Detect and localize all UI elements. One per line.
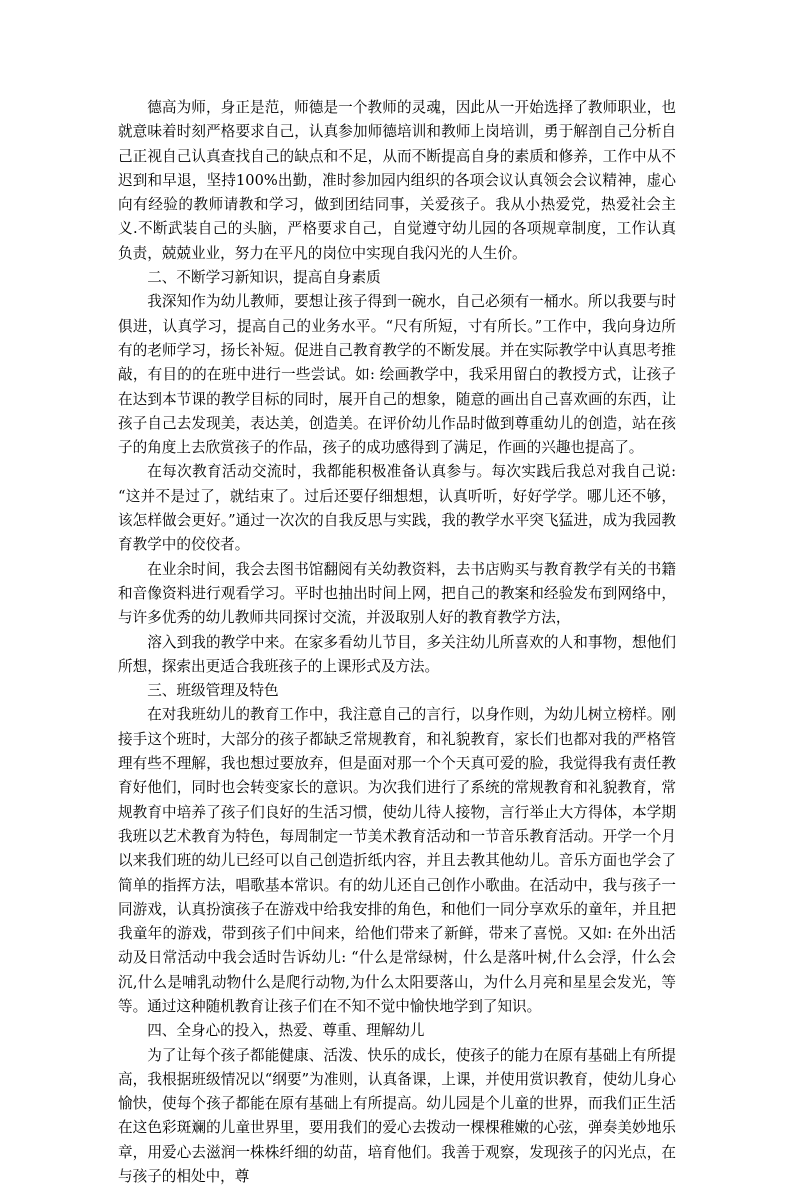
paragraph-learning: 我深知作为幼儿教师，要想让孩子得到一碗水，自己必须有一桶水。所以我要与时俱进，认真学习，提高自己的业务水平。“尺有所短，寸有所长。”工作中，我向身边所有的老师学习，扬长补短。促进自己教育教学的不断发展。并在实际教学中认真思考推敲，有目的的在班中进行一些尝试。如: 绘画教学中，我采用留白的教授方式，让孩子在达到本节课的教学目标的同时，展开自己的想象，随意的画出自己喜欢画的东西，让孩子自己去发现美，表达美，创造美。在评价幼儿作品时做到尊重幼儿的创造，站在孩子的角度上去欣赏孩子的作品，孩子的成功感得到了满足，作画的兴趣也提高了。 — [118, 293, 676, 457]
document-page — [118, 96, 676, 1189]
paragraph-spare-time: 在业余时间，我会去图书馆翻阅有关幼教资料，去书店购买与教育教学有关的书籍和音像资料进行观看学习。平时也抽出时间上网，把自己的教案和经验发布到网络中，与许多优秀的幼儿教师共同探讨交流，并汲取别人好的教育教学方法， — [118, 560, 676, 627]
paragraph-love-children: 为了让每个孩子都能健康、活泼、快乐的成长，使孩子的能力在原有基础上有所提高，我根据班级情况以“纲要”为准则，认真备课，上课，并使用赏识教育，使幼儿身心愉快，使每个孩子都能在原有基础上有所提高。幼儿园是个儿童的世界，而我们正生活在这色彩斑斓的儿童世界里，要用我们的爱心去拨动一棵棵稚嫩的心弦，弹奏美妙地乐章，用爱心去滋润一株株纤细的幼苗，培育他们。我善于观察，发现孩子的闪光点，在与孩子的相处中，尊 — [118, 1046, 676, 1186]
paragraph-reflection: 在每次教育活动交流时，我都能积极准备认真参与。每次实践后我总对我自己说: “这并不是过了，就结束了。过后还要仔细想想，认真听听，好好学学。哪儿还不够，该怎样做会更好。”通过一次次的自我反思与实践，我的教学水平突飞猛进，成为我园教育教学中的佼佼者。 — [118, 463, 676, 554]
section-heading-love-children: 四、全身心的投入，热爱、尊重、理解幼儿 — [147, 1022, 425, 1040]
section-heading-learning: 二、不断学习新知识，提高自身素质 — [147, 269, 381, 287]
paragraph-class-management: 在对我班幼儿的教育工作中，我注意自己的言行，以身作则，为幼儿树立榜样。刚接手这个班时，大部分的孩子都缺乏常规教育，和礼貌教育，家长们也都对我的严格管理有些不理解，我也想过要放弃，但是面对那一个个天真可爱的脸，我觉得我有责任教育好他们，同时也会转变家长的意识。为次我们进行了系统的常规教育和礼貌教育，常规教育中培养了孩子们良好的生活习惯，使幼儿待人接物，言行举止大方得体，本学期我班以艺术教育为特色，每周制定一节美术教育活动和一节音乐教育活动。开学一个月以来我们班的幼儿已经可以自己创造折纸内容，并且去教其他幼儿。音乐方面也学会了简单的指挥方法，唱歌基本常识。有的幼儿还自己创作小歌曲。在活动中，我与孩子一同游戏，认真扮演孩子在游戏中给我安排的角色，和他们一同分享欢乐的童年，并且把我童年的游戏，带到孩子们中间来，给他们带来了新鲜，带来了喜悦。又如: 在外出活动及日常活动中我会适时告诉幼儿: “什么是常绿树，什么是落叶树,什么会浮，什么会沉,什么是哺乳动物什么是爬行动物,为什么太阳要落山，为什么月亮和星星会发光，等等。通过这种随机教育让孩子们在不知不觉中愉快地学到了知识。 — [118, 706, 676, 1015]
section-heading-class-management: 三、班级管理及特色 — [147, 682, 279, 700]
paragraph-integration: 溶入到我的教学中来。在家多看幼儿节目，多关注幼儿所喜欢的人和事物，想他们所想，探索出更适合我班孩子的上课形式及方法。 — [118, 633, 676, 675]
paragraph-teacher-ethics: 德高为师，身正是范，师德是一个教师的灵魂，因此从一开始选择了教师职业，也就意味着时刻严格要求自己，认真参加师德培训和教师上岗培训，勇于解剖自己分析自己正视自己认真查找自己的缺点和不足，从而不断提高自身的素质和修养，工作中从不迟到和早退，坚持100%出勤，准时参加园内组织的各项会议认真领会会议精神，虚心向有经验的教师请教和学习，做到团结同事，关爱孩子。我从小热爱党，热爱社会主义.不断武装自己的头脑，严格要求自己，自觉遵守幼儿园的各项规章制度，工作认真负责，兢兢业业，努力在平凡的岗位中实现自我闪光的人生价。 — [118, 99, 676, 262]
